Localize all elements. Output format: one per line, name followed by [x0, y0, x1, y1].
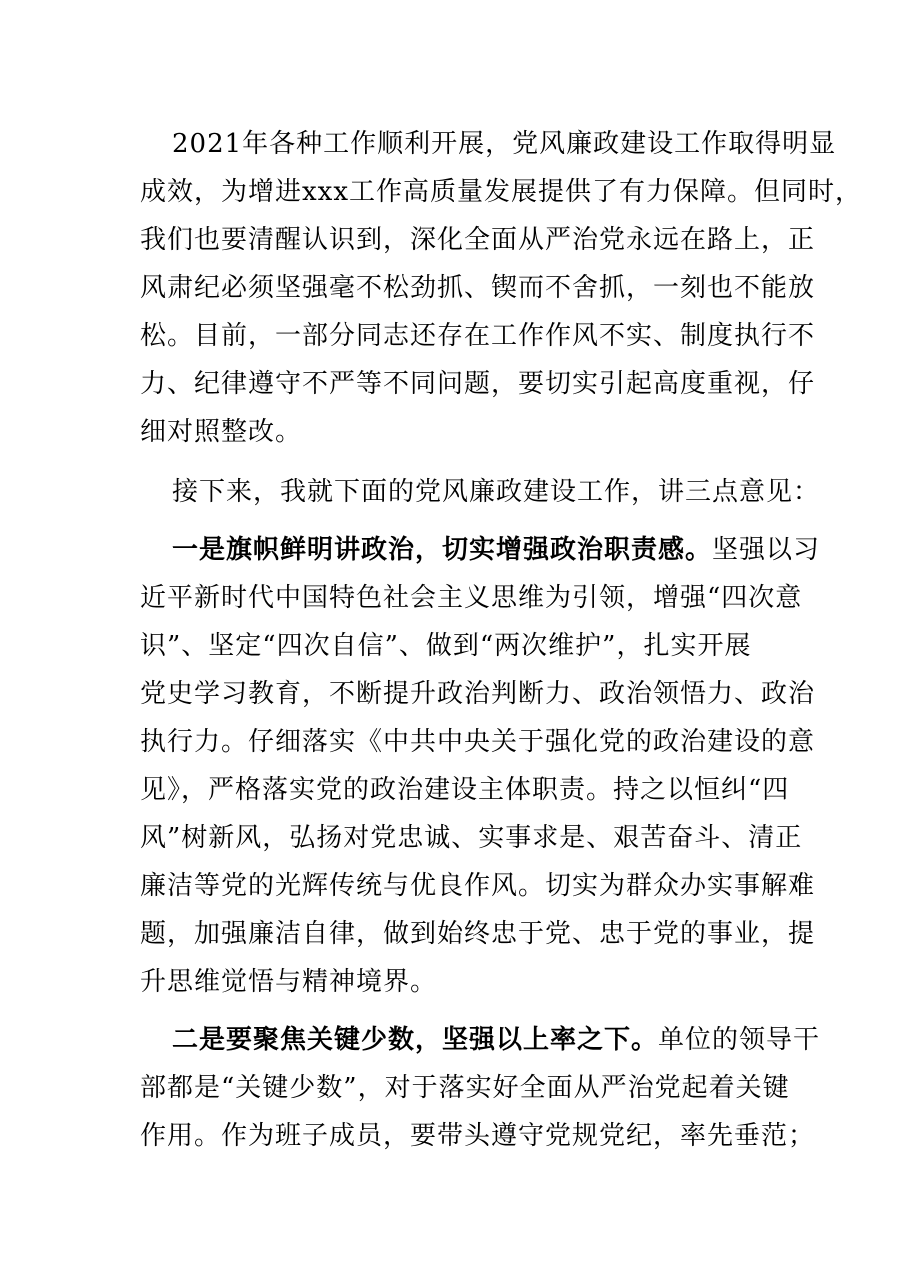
paragraph-4-heading: 二是要聚焦关键少数，坚强以上率之下。	[172, 1025, 659, 1055]
paragraph-3-line-10: 升思维觉悟与精神境界。	[140, 967, 438, 997]
paragraph-3-line-3: 识”、坚定“四次自信”、做到“两次维护”，扎实开展	[140, 631, 752, 661]
paragraph-4-line-1	[172, 1024, 820, 1056]
paragraph-3-heading: 一是旗帜鲜明讲政治，切实增强政治职责感。	[172, 535, 713, 565]
paragraph-3-line-5: 执行力。仔细落实《中共中央关于强化党的政治建设的意	[140, 727, 816, 757]
paragraph-4-line-2: 部都是“关键少数”，对于落实好全面从严治党起着关键	[140, 1073, 790, 1103]
paragraph-3-first-line-rest: 坚强以习	[712, 535, 821, 565]
paragraph-3-line-1	[172, 534, 820, 566]
paragraph-3-line-9: 题，加强廉洁自律，做到始终忠于党、忠于党的事业，提	[140, 919, 816, 949]
paragraph-2-line-1: 接下来，我就下面的党风廉政建设工作，讲三点意见：	[172, 477, 821, 507]
paragraph-1-line-1: 2021年各种工作顺利开展，党风廉政建设工作取得明显	[172, 129, 837, 159]
paragraph-1-line-3: 我们也要清醒认识到，深化全面从严治党永远在路上，正	[140, 225, 816, 255]
paragraph-3-line-8: 廉洁等党的光辉传统与优良作风。切实为群众办实事解难	[140, 871, 816, 901]
paragraph-3-line-7: 风”树新风，弘扬对党忠诚、实事求是、艰苦奋斗、清正	[140, 823, 803, 853]
paragraph-3-line-6: 见》，严格落实党的政治建设主体职责。持之以恒纠“四	[140, 775, 790, 805]
paragraph-1-line-7: 细对照整改。	[140, 417, 303, 447]
paragraph-4-first-line-rest: 单位的领导干	[658, 1025, 821, 1055]
paragraph-4-line-3: 作用。作为班子成员，要带头遵守党规党纪，率先垂范；	[140, 1121, 816, 1151]
paragraph-1-line-4: 风肃纪必须坚强毫不松劲抓、锲而不舍抓，一刻也不能放	[140, 273, 816, 303]
paragraph-1-line-2: 成效，为增进xxx工作高质量发展提供了有力保障。但同时，	[140, 177, 862, 207]
paragraph-1-line-5: 松。目前，一部分同志还存在工作作风不实、制度执行不	[140, 321, 816, 351]
paragraph-3-line-4: 党史学习教育，不断提升政治判断力、政治领悟力、政治	[140, 679, 816, 709]
paragraph-3-line-2: 近平新时代中国特色社会主义思维为引领，增强“四次意	[140, 583, 803, 613]
paragraph-1-line-6: 力、纪律遵守不严等不同问题，要切实引起高度重视，仔	[140, 369, 816, 399]
